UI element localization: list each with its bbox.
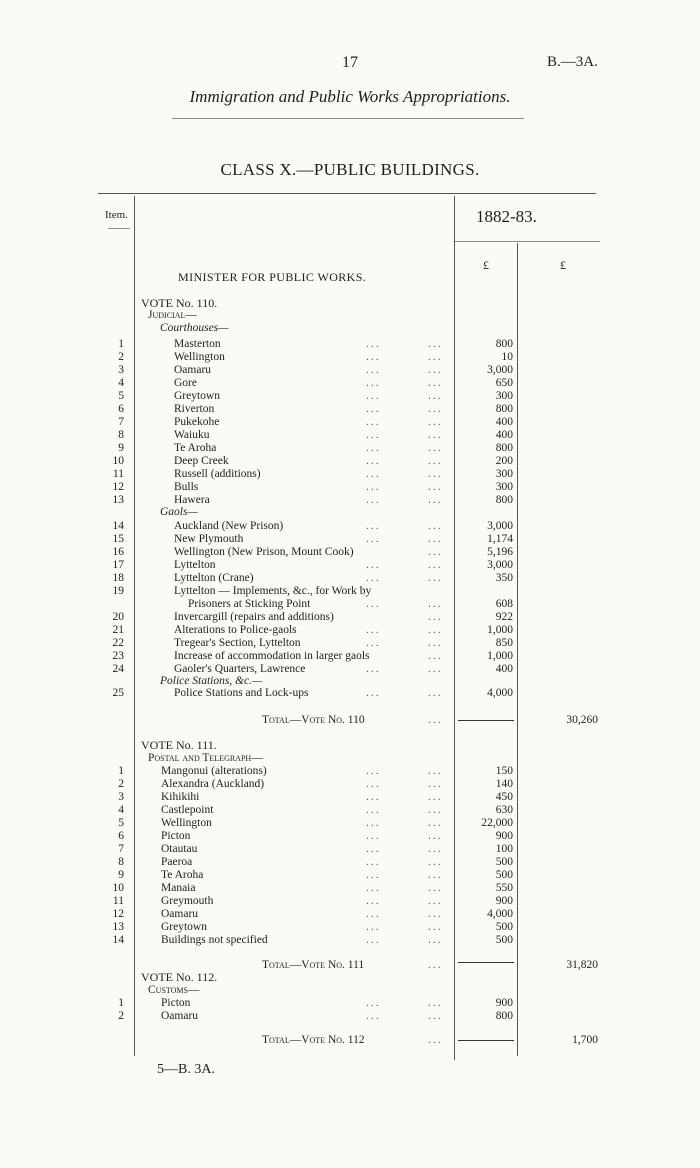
page-subtitle: Immigration and Public Works Appropriations. <box>189 87 511 106</box>
item-amount: 200 <box>495 455 513 467</box>
leader-dots: ... <box>366 533 381 545</box>
item-amount: 800 <box>495 1010 513 1022</box>
vote-heading <box>100 739 620 751</box>
item-number: 11 <box>112 895 124 907</box>
item-number: 4 <box>118 377 124 389</box>
leader-dots: ... <box>366 997 381 1009</box>
table-row <box>100 351 620 363</box>
vote-heading <box>100 971 620 983</box>
leader-dots: ... <box>366 351 381 363</box>
item-number: 24 <box>112 663 124 675</box>
item-number: 13 <box>112 921 124 933</box>
leader-dots: ... <box>428 364 443 376</box>
item-number: 6 <box>118 403 124 415</box>
leader-dots: ... <box>366 804 381 816</box>
leader-dots: ... <box>428 765 443 777</box>
item-name: Hawera <box>174 494 210 506</box>
leader-dots: ... <box>366 856 381 868</box>
vote-total: 31,820 <box>566 959 598 971</box>
leader-dots: ... <box>366 364 381 376</box>
leader-dots: ... <box>366 624 381 636</box>
table-row <box>100 804 620 816</box>
table-row <box>100 817 620 829</box>
table-row <box>100 637 620 649</box>
item-amount: 800 <box>495 442 513 454</box>
leader-dots: ... <box>366 481 381 493</box>
leader-dots: ... <box>366 663 381 675</box>
item-amount: 900 <box>495 895 513 907</box>
vote-title: VOTE No. 110. <box>141 296 218 310</box>
leader-dots: ... <box>428 1010 443 1022</box>
table-row <box>100 520 620 532</box>
page-number: 17 <box>342 54 358 71</box>
item-name: Gore <box>174 377 197 389</box>
table-row <box>100 533 620 545</box>
item-number: 10 <box>112 882 124 894</box>
year-header: 1882-83. <box>476 207 537 226</box>
item-column-header: Item. <box>105 209 128 221</box>
item-name: Waiuku <box>174 429 210 441</box>
item-number: 9 <box>118 442 124 454</box>
item-name: Invercargill (repairs and additions) <box>174 611 334 623</box>
vote-total: 30,260 <box>566 714 598 726</box>
item-number: 8 <box>118 429 124 441</box>
item-amount: 400 <box>495 663 513 675</box>
item-number: 11 <box>112 468 124 480</box>
item-amount: 650 <box>495 377 513 389</box>
table-row <box>100 843 620 855</box>
item-amount: 140 <box>495 778 513 790</box>
item-amount: 3,000 <box>487 559 513 571</box>
leader-dots: ... <box>428 856 443 868</box>
leader-dots: ... <box>366 765 381 777</box>
item-number: 12 <box>112 481 124 493</box>
item-name: Bulls <box>174 481 199 493</box>
item-number: 14 <box>112 934 124 946</box>
table-row <box>100 429 620 441</box>
item-name-continued: Prisoners at Sticking Point <box>188 598 311 610</box>
item-amount: 500 <box>495 856 513 868</box>
table-row <box>100 585 620 597</box>
table-row <box>100 1010 620 1022</box>
item-number: 5 <box>118 817 124 829</box>
item-amount: 350 <box>495 572 513 584</box>
leader-dots: ... <box>366 468 381 480</box>
leader-dots: ... <box>428 817 443 829</box>
leader-dots: ... <box>428 624 443 636</box>
item-number: 7 <box>118 416 124 428</box>
leader-dots: ... <box>366 429 381 441</box>
leader-dots: ... <box>366 442 381 454</box>
leader-dots: ... <box>366 403 381 415</box>
leader-dots: ... <box>428 791 443 803</box>
item-name: Oamaru <box>161 908 199 920</box>
leader-dots: ... <box>366 559 381 571</box>
item-name: Picton <box>161 830 191 842</box>
item-name: Te Aroha <box>174 442 217 454</box>
leader-dots: ... <box>428 442 443 454</box>
vote-title: VOTE No. 112. <box>141 970 218 984</box>
item-number: 2 <box>118 351 124 363</box>
table-row <box>100 559 620 571</box>
item-number: 9 <box>118 869 124 881</box>
item-amount: 922 <box>495 611 513 623</box>
item-name: Police Stations and Lock-ups <box>174 687 309 699</box>
item-amount: 5,196 <box>487 546 513 558</box>
table-top-rule <box>98 193 596 194</box>
item-number: 3 <box>118 791 124 803</box>
table-row <box>100 997 620 1009</box>
item-name: Buildings not specified <box>161 934 268 946</box>
item-amount: 22,000 <box>481 817 513 829</box>
leader-dots: ... <box>428 351 443 363</box>
subsection-label: Gaols— <box>160 506 198 518</box>
total-label: Total—Vote No. 110 <box>262 714 365 726</box>
leader-dots: ... <box>366 572 381 584</box>
item-number: 23 <box>112 650 124 662</box>
table-row <box>100 442 620 454</box>
total-label: Total—Vote No. 112 <box>262 1034 365 1046</box>
leader-dots: ... <box>428 559 443 571</box>
item-amount: 100 <box>495 843 513 855</box>
item-amount: 3,000 <box>487 520 513 532</box>
leader-dots: ... <box>366 882 381 894</box>
leader-dots: ... <box>428 778 443 790</box>
table-row <box>100 882 620 894</box>
item-amount: 400 <box>495 416 513 428</box>
item-amount: 10 <box>501 351 513 363</box>
leader-dots: ... <box>428 468 443 480</box>
footer-signature: 5—B. 3A. <box>157 1062 215 1077</box>
table-row <box>100 830 620 842</box>
leader-dots: ... <box>366 598 381 610</box>
item-amount: 608 <box>495 598 513 610</box>
item-amount: 400 <box>495 429 513 441</box>
item-name: Wellington <box>174 351 225 363</box>
leader-dots: ... <box>366 455 381 467</box>
leader-dots: ... <box>366 338 381 350</box>
leader-dots: ... <box>428 533 443 545</box>
leader-dots: ... <box>366 843 381 855</box>
item-name: Mangonui (alterations) <box>161 765 267 777</box>
item-number: 2 <box>118 778 124 790</box>
leader-dots: ... <box>428 598 443 610</box>
item-amount: 300 <box>495 481 513 493</box>
leader-dots: ... <box>366 390 381 402</box>
leader-dots: ... <box>428 650 443 662</box>
item-name: Alterations to Police-gaols <box>174 624 297 636</box>
item-number: 1 <box>118 338 124 350</box>
section-heading <box>100 309 620 321</box>
item-name: Lyttelton (Crane) <box>174 572 254 584</box>
item-number: 5 <box>118 390 124 402</box>
vote-title: VOTE No. 111. <box>141 738 217 752</box>
subsection-label: Police Stations, &c.— <box>160 675 263 687</box>
leader-dots: ... <box>428 882 443 894</box>
item-name: Lyttelton — Implements, &c., for Work by <box>174 585 372 597</box>
item-name: Deep Creek <box>174 455 229 467</box>
item-number: 8 <box>118 856 124 868</box>
item-number: 3 <box>118 364 124 376</box>
item-name: Kihikihi <box>161 791 200 803</box>
leader-dots: ... <box>428 494 443 506</box>
section-label: Customs— <box>148 984 200 996</box>
currency-symbol-total: £ <box>560 258 566 272</box>
item-amount: 4,000 <box>487 908 513 920</box>
item-amount: 500 <box>495 934 513 946</box>
vote-total-row <box>100 714 620 726</box>
table-row <box>100 546 620 558</box>
item-name: Wellington <box>161 817 212 829</box>
item-name: Oamaru <box>174 364 212 376</box>
leader-dots: ... <box>366 830 381 842</box>
leader-dots: ... <box>428 546 443 558</box>
total-label: Total—Vote No. 111 <box>262 959 365 971</box>
leader-dots: ... <box>366 1010 381 1022</box>
item-number: 1 <box>118 997 124 1009</box>
leader-dots: ... <box>366 520 381 532</box>
class-title: CLASS X.—PUBLIC BUILDINGS. <box>220 160 480 179</box>
item-number: 10 <box>112 455 124 467</box>
leader-dots: ... <box>366 921 381 933</box>
leader-dots: ... <box>428 869 443 881</box>
table-row <box>100 572 620 584</box>
item-name: New Plymouth <box>174 533 244 545</box>
minister-heading: MINISTER FOR PUBLIC WORKS. <box>178 270 367 284</box>
table-row-continuation <box>100 598 620 610</box>
section-label: Judicial— <box>148 309 197 321</box>
leader-dots: ... <box>428 637 443 649</box>
item-number: 20 <box>112 611 124 623</box>
table-row <box>100 895 620 907</box>
item-number: 14 <box>112 520 124 532</box>
leader-dots: ... <box>428 830 443 842</box>
leader-dots: ... <box>428 934 443 946</box>
leader-dots: ... <box>366 416 381 428</box>
item-name: Masterton <box>174 338 221 350</box>
table-row <box>100 481 620 493</box>
table-row <box>100 908 620 920</box>
leader-dots: ... <box>428 663 443 675</box>
item-name: Greytown <box>161 921 207 933</box>
vote-total-row <box>100 1034 620 1046</box>
section-heading <box>100 752 620 764</box>
item-name: Otautau <box>161 843 198 855</box>
item-amount: 550 <box>495 882 513 894</box>
leader-dots: ... <box>366 791 381 803</box>
subsection-label: Courthouses— <box>160 322 229 334</box>
leader-dots: ... <box>428 455 443 467</box>
leader-dots: ... <box>428 520 443 532</box>
leader-dots: ... <box>428 403 443 415</box>
table-row <box>100 468 620 480</box>
item-number: 12 <box>112 908 124 920</box>
item-amount: 800 <box>495 403 513 415</box>
leader-dots: ... <box>428 611 443 623</box>
leader-dots: ... <box>428 338 443 350</box>
leader-dots: ... <box>428 377 443 389</box>
leader-dots: ... <box>428 687 443 699</box>
item-amount: 800 <box>495 494 513 506</box>
item-number: 22 <box>112 637 124 649</box>
table-row <box>100 778 620 790</box>
table-row <box>100 765 620 777</box>
section-label: Postal and Telegraph— <box>148 752 263 764</box>
subsection-heading <box>100 322 620 334</box>
leader-dots: ... <box>366 908 381 920</box>
item-name: Te Aroha <box>161 869 204 881</box>
item-name: Castlepoint <box>161 804 214 816</box>
item-number: 1 <box>118 765 124 777</box>
table-row <box>100 687 620 699</box>
item-amount: 300 <box>495 468 513 480</box>
table-row <box>100 921 620 933</box>
table-row <box>100 624 620 636</box>
leader-dots: ... <box>428 429 443 441</box>
item-name: Paeroa <box>161 856 193 868</box>
item-number: 18 <box>112 572 124 584</box>
leader-dots: ... <box>428 572 443 584</box>
leader-dots: ... <box>366 817 381 829</box>
leader-dots: ... <box>428 714 443 726</box>
item-amount: 800 <box>495 338 513 350</box>
leader-dots: ... <box>366 895 381 907</box>
total-rule <box>458 720 514 721</box>
section-heading <box>100 984 620 996</box>
leader-dots: ... <box>428 921 443 933</box>
leader-dots: ... <box>428 843 443 855</box>
item-amount: 900 <box>495 997 513 1009</box>
leader-dots: ... <box>428 959 443 971</box>
item-name: Auckland (New Prison) <box>174 520 284 532</box>
table-row <box>100 663 620 675</box>
total-rule <box>458 1040 514 1041</box>
item-amount: 4,000 <box>487 687 513 699</box>
leader-dots: ... <box>366 377 381 389</box>
item-name: Alexandra (Auckland) <box>161 778 265 790</box>
leader-dots: ... <box>428 390 443 402</box>
item-number: 19 <box>112 585 124 597</box>
table-row <box>100 791 620 803</box>
leader-dots: ... <box>428 1034 443 1046</box>
table-row <box>100 856 620 868</box>
item-number: 16 <box>112 546 124 558</box>
item-amount: 500 <box>495 921 513 933</box>
currency-symbol-amount: £ <box>483 258 489 272</box>
leader-dots: ... <box>428 908 443 920</box>
item-name: Riverton <box>174 403 215 415</box>
item-number: 2 <box>118 1010 124 1022</box>
item-name: Pukekohe <box>174 416 220 428</box>
item-name: Greymouth <box>161 895 214 907</box>
year-underline <box>455 241 600 242</box>
leader-dots: ... <box>366 687 381 699</box>
leader-dots: ... <box>366 494 381 506</box>
leader-dots: ... <box>366 778 381 790</box>
header-rule <box>172 118 524 119</box>
item-number: 17 <box>112 559 124 571</box>
item-number: 21 <box>112 624 124 636</box>
leader-dots: ... <box>366 637 381 649</box>
item-name: Picton <box>161 997 191 1009</box>
table-row <box>100 869 620 881</box>
item-name: Wellington (New Prison, Mount Cook) <box>174 546 354 558</box>
item-name: Increase of accommodation in larger gaols <box>174 650 370 662</box>
table-row <box>100 416 620 428</box>
table-row <box>100 377 620 389</box>
leader-dots: ... <box>428 416 443 428</box>
leader-dots: ... <box>366 934 381 946</box>
item-amount: 850 <box>495 637 513 649</box>
item-amount: 150 <box>495 765 513 777</box>
table-row <box>100 338 620 350</box>
table-row <box>100 650 620 662</box>
leader-dots: ... <box>366 869 381 881</box>
item-amount: 450 <box>495 791 513 803</box>
vote-total: 1,700 <box>572 1034 598 1046</box>
item-number: 13 <box>112 494 124 506</box>
table-row <box>100 611 620 623</box>
item-amount: 630 <box>495 804 513 816</box>
table-row <box>100 934 620 946</box>
leader-dots: ... <box>428 481 443 493</box>
item-amount: 900 <box>495 830 513 842</box>
item-name: Tregear's Section, Lyttelton <box>174 637 301 649</box>
table-row <box>100 494 620 506</box>
item-amount: 500 <box>495 869 513 881</box>
item-number: 25 <box>112 687 124 699</box>
item-number: 7 <box>118 843 124 855</box>
leader-dots: ... <box>428 804 443 816</box>
item-header-underline <box>108 228 130 229</box>
item-name: Greytown <box>174 390 220 402</box>
item-name: Gaoler's Quarters, Lawrence <box>174 663 306 675</box>
total-rule <box>458 962 514 963</box>
table-row <box>100 403 620 415</box>
vote-heading <box>100 297 620 309</box>
item-number: 4 <box>118 804 124 816</box>
item-number: 15 <box>112 533 124 545</box>
table-row <box>100 364 620 376</box>
leader-dots: ... <box>428 997 443 1009</box>
subsection-heading <box>100 506 620 518</box>
table-row <box>100 455 620 467</box>
item-amount: 1,000 <box>487 624 513 636</box>
item-amount: 1,000 <box>487 650 513 662</box>
table-row <box>100 390 620 402</box>
item-amount: 3,000 <box>487 364 513 376</box>
document-reference: B.—3A. <box>547 54 598 70</box>
subsection-heading <box>100 675 620 687</box>
leader-dots: ... <box>428 895 443 907</box>
item-name: Lyttelton <box>174 559 216 571</box>
item-name: Manaia <box>161 882 196 894</box>
item-number: 6 <box>118 830 124 842</box>
item-amount: 1,174 <box>487 533 513 545</box>
item-name: Oamaru <box>161 1010 199 1022</box>
item-name: Russell (additions) <box>174 468 261 480</box>
item-amount: 300 <box>495 390 513 402</box>
